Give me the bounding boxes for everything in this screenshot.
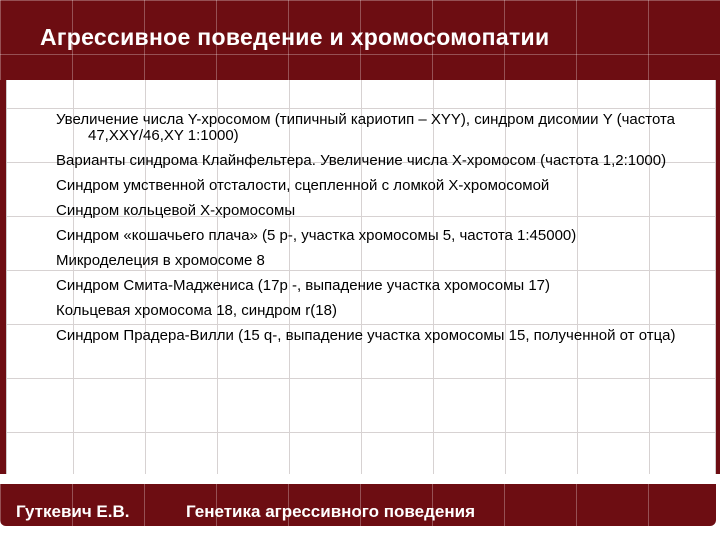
slide-title: Агрессивное поведение и хромосомопатии xyxy=(40,24,550,50)
list-item: Синдром «кошачьего плача» (5 p-, участка хромосомы 5, частота 1:45000) xyxy=(56,227,577,244)
list-item: Микроделеция в хромосоме 8 xyxy=(56,252,265,269)
list-item: Увеличение числа Y-хросомом (типичный кариотип – XYY), синдром дисомии Y (частота 47,XXY/46,XY 1:1000) xyxy=(56,111,676,144)
footer-author: Гуткевич Е.В. xyxy=(16,502,130,521)
footer xyxy=(0,474,720,540)
list-item: Синдром Прадера-Вилли (15 q-, выпадение участка хромосомы 15, полученной от отца) xyxy=(56,327,676,344)
bullet-list xyxy=(56,112,696,353)
list-item: Синдром Смита-Маджениса (17p -, выпадение участка хромосомы 17) xyxy=(56,277,551,294)
title-bar xyxy=(0,0,720,80)
list-item: Варианты синдрома Клайнфельтера. Увеличение числа X-хромосом (частота 1,2:1000) xyxy=(56,152,667,169)
list-item: Кольцевая хромосома 18, синдром r(18) xyxy=(56,302,337,319)
footer-topic: Генетика агрессивного поведения xyxy=(186,502,475,521)
list-item: Синдром кольцевой X-хромосомы xyxy=(56,202,296,219)
list-item: Синдром умственной отсталости, сцепленной с ломкой X-хромосомой xyxy=(56,177,550,194)
